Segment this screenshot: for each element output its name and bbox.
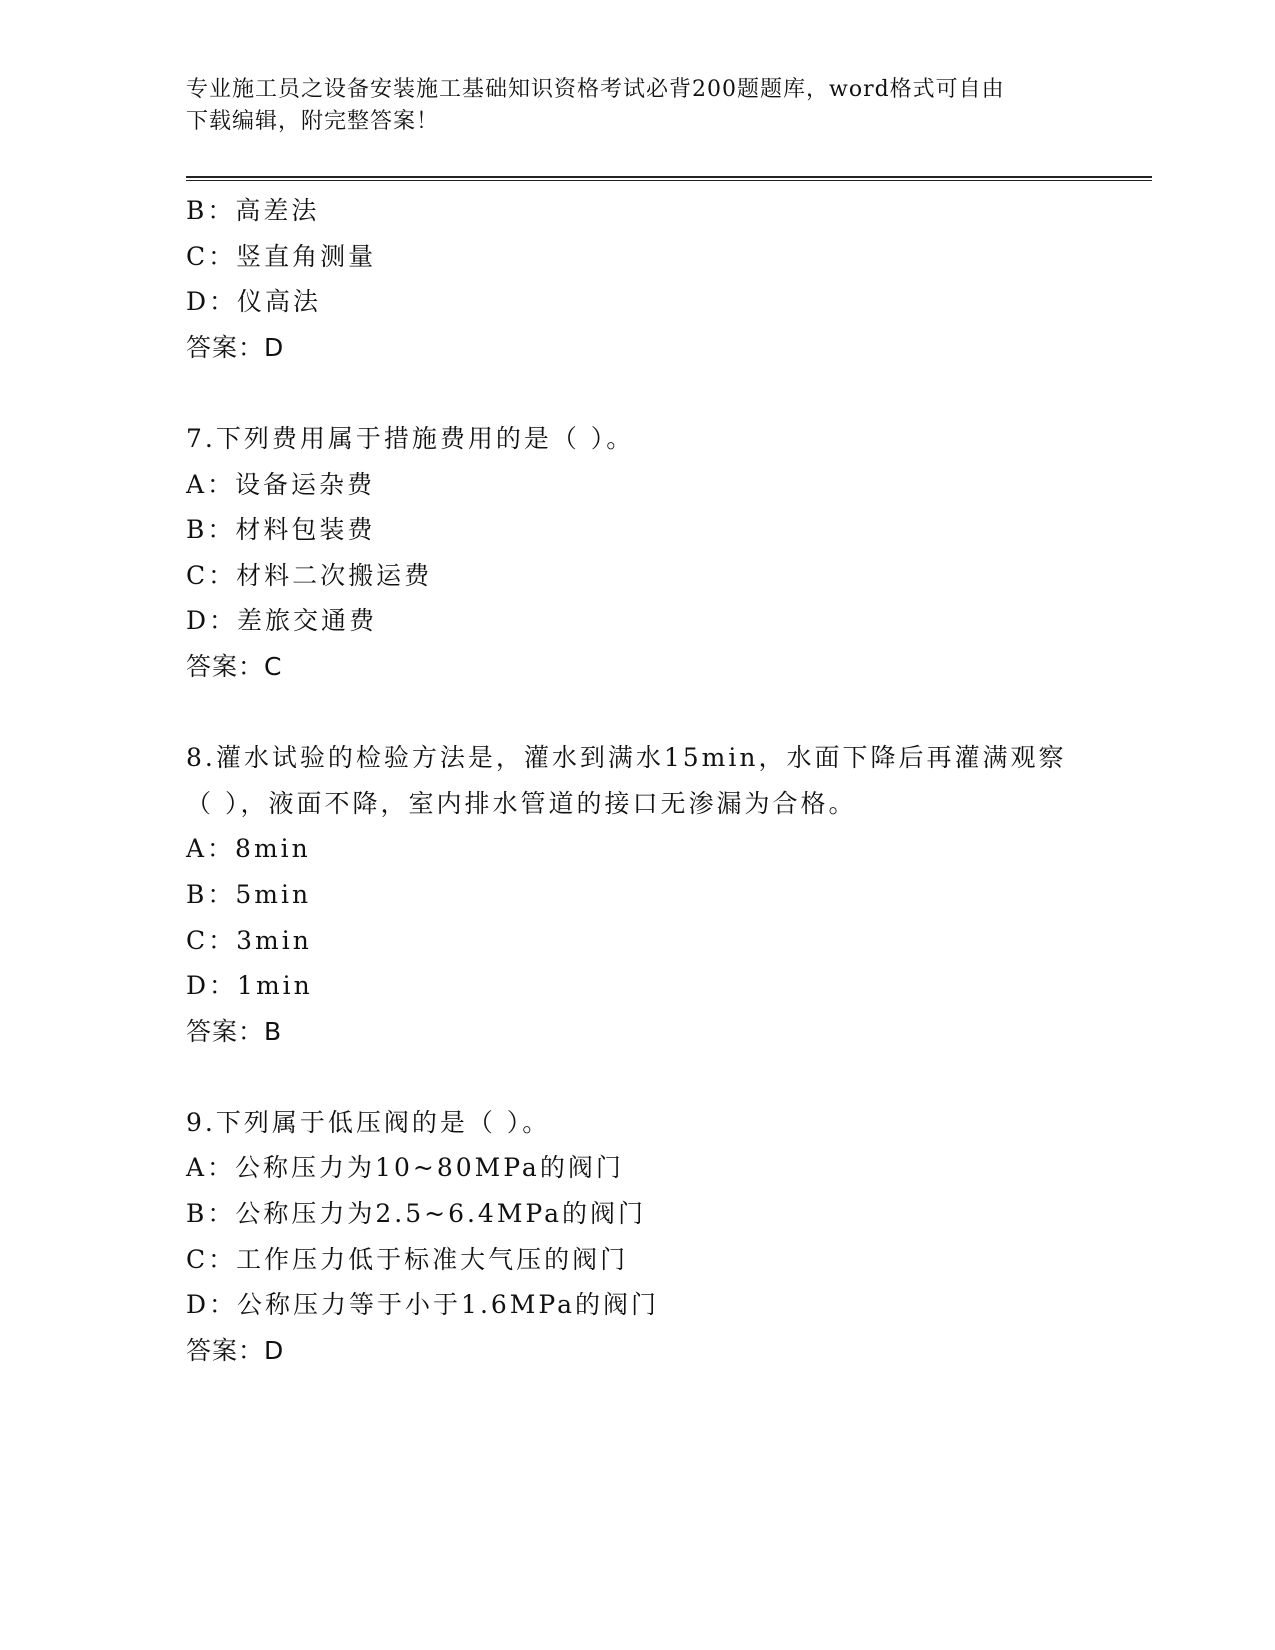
spacer [186, 370, 1086, 416]
question-9 [186, 1100, 1086, 1374]
header-divider [186, 176, 1152, 181]
option-b: B：材料包装费 [186, 515, 376, 545]
option-a: A：8min [186, 834, 311, 864]
answer: 答案：C [186, 651, 283, 681]
answer: 答案：B [186, 1016, 283, 1046]
spacer [186, 690, 1086, 736]
option-d: D：差旅交通费 [186, 606, 378, 636]
option-d: D：仪高法 [186, 287, 322, 317]
question-text-line-2: （ ），液面不降，室内排水管道的接口无渗漏为合格。 [186, 788, 857, 818]
option-b: B：公称压力为2.5~6.4MPa的阀门 [186, 1199, 647, 1229]
question-7 [186, 416, 1086, 690]
header-line-1: 专业施工员之设备安装施工基础知识资格考试必背200题题库，word格式可自由 [186, 77, 1005, 102]
option-c: C：竖直角测量 [186, 241, 377, 271]
option-c: C：材料二次搬运费 [186, 560, 433, 590]
option-b: B：高差法 [186, 196, 320, 225]
question-text: 9.下列属于低压阀的是（ ）。 [186, 1107, 551, 1137]
question-8 [186, 735, 1086, 1054]
header-line-2: 下载编辑，附完整答案！ [186, 109, 440, 134]
option-d: D：公称压力等于小于1.6MPa的阀门 [186, 1290, 660, 1320]
answer: 答案：D [186, 332, 285, 362]
question-text: 7.下列费用属于措施费用的是（ ）。 [186, 423, 635, 453]
question-text-line-1: 8.灌水试验的检验方法是，灌水到满水15min，水面下降后再灌满观察 [186, 743, 1067, 773]
spacer [186, 1054, 1086, 1100]
option-a: A：设备运杂费 [186, 469, 376, 499]
question-6 [186, 188, 1086, 370]
answer: 答案：D [186, 1335, 285, 1365]
option-a: A：公称压力为10~80MPa的阀门 [186, 1153, 624, 1183]
question-list [186, 188, 1086, 1373]
option-c: C：3min [186, 925, 312, 955]
option-d: D：1min [186, 971, 313, 1001]
option-b: B：5min [186, 879, 312, 909]
document-header [186, 74, 1066, 138]
option-c: C：工作压力低于标准大气压的阀门 [186, 1244, 629, 1274]
